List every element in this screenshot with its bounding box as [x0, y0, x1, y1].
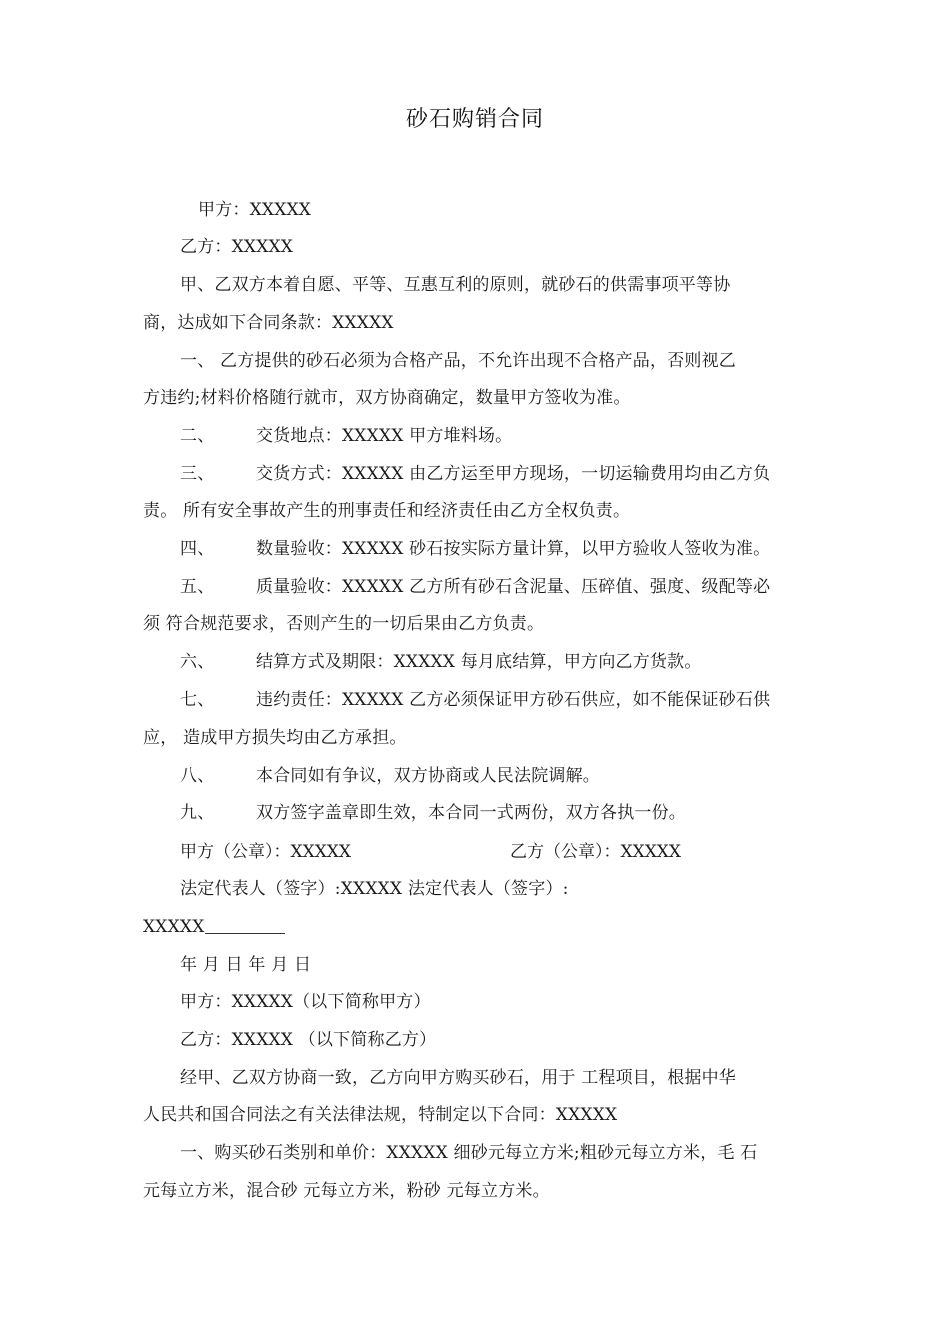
intro-paragraph-line-2: 商，达成如下合同条款：XXXXX [143, 313, 394, 333]
second-intro-line-2: 人民共和国合同法之有关法律法规，特制定以下合同：XXXXX [143, 1105, 618, 1125]
second-party-a-line: 甲方：XXXXX（以下简称甲方） [180, 992, 431, 1012]
clause-5-number: 五、 [180, 577, 215, 597]
intro-paragraph-line-1: 甲、乙双方本着自愿、平等、互惠互利的原则，就砂石的供需事项平等协 [180, 275, 731, 295]
date-line: 年 月 日 年 月 日 [180, 955, 312, 975]
clause-9 [180, 802, 852, 824]
clause-5-text: 质量验收：XXXXX 乙方所有砂石含泥量、压碎值、强度、级配等必 [256, 577, 771, 597]
clause-6-number: 六、 [180, 652, 215, 672]
price-clause-line-2: 元每立方米，混合砂 元每立方米，粉砂 元每立方米。 [143, 1181, 550, 1201]
clause-6-text: 结算方式及期限：XXXXX 每月底结算，甲方向乙方货款。 [256, 652, 702, 672]
clause-2-number: 二、 [180, 426, 215, 446]
legal-representative-line: 法定代表人（签字）:XXXXX 法定代表人（签字）: [180, 879, 569, 899]
clause-4-text: 数量验收：XXXXX 砂石按实际方量计算，以甲方验收人签收为准。 [256, 539, 771, 559]
clause-1-line-1: 一、 乙方提供的砂石必须为合格产品，不允许出现不合格产品，否则视乙 [180, 351, 737, 371]
party-a-line: 甲方：XXXXX [198, 200, 312, 220]
clause-3 [180, 463, 852, 485]
clause-7-number: 七、 [180, 690, 215, 710]
clause-2 [180, 425, 852, 447]
clause-4-number: 四、 [180, 539, 215, 559]
second-party-b-line: 乙方：XXXXX （以下简称乙方） [180, 1030, 437, 1050]
clause-1-line-2: 方违约;材料价格随行就市，双方协商确定，数量甲方签收为准。 [143, 388, 631, 408]
signature-underline [205, 917, 285, 934]
party-b-line: 乙方：XXXXX [180, 237, 294, 257]
document-title: 砂石购销合同 [405, 107, 544, 132]
second-intro-line-1: 经甲、乙双方协商一致，乙方向甲方购买砂石，用于 工程项目，根据中华 [180, 1068, 737, 1088]
clause-7 [180, 689, 852, 711]
legal-representative-value-line [143, 916, 815, 938]
clause-3-text: 交货方式：XXXXX 由乙方运至甲方现场，一切运输费用均由乙方负 [256, 464, 771, 484]
clause-7-line-2: 应， 造成甲方损失均由乙方承担。 [143, 728, 407, 748]
clause-7-text: 违约责任：XXXXX 乙方必须保证甲方砂石供应，如不能保证砂石供 [256, 690, 771, 710]
clause-4 [180, 538, 852, 560]
clause-8-number: 八、 [180, 766, 215, 786]
clause-9-number: 九、 [180, 803, 215, 823]
party-b-seal: 乙方（公章）：XXXXX [510, 842, 682, 862]
clause-8 [180, 765, 852, 787]
party-a-seal: 甲方（公章）：XXXXX [180, 842, 352, 862]
clause-5 [180, 576, 852, 598]
legal-representative-value: XXXXX [143, 917, 205, 937]
clause-9-text: 双方签字盖章即生效，本合同一式两份，双方各执一份。 [256, 803, 686, 823]
clause-3-line-2: 责。 所有安全事故产生的刑事责任和经济责任由乙方全权负责。 [143, 501, 631, 521]
clause-2-text: 交货地点：XXXXX 甲方堆料场。 [256, 426, 513, 446]
clause-8-text: 本合同如有争议，双方协商或人民法院调解。 [256, 766, 600, 786]
clause-6 [180, 651, 852, 673]
price-clause-line-1: 一、购买砂石类别和单价：XXXXX 细砂元每立方米;粗砂元每立方米，毛 石 [180, 1143, 758, 1163]
clause-3-number: 三、 [180, 464, 215, 484]
clause-5-line-2: 须 符合规范要求，否则产生的一切后果由乙方负责。 [143, 614, 545, 634]
